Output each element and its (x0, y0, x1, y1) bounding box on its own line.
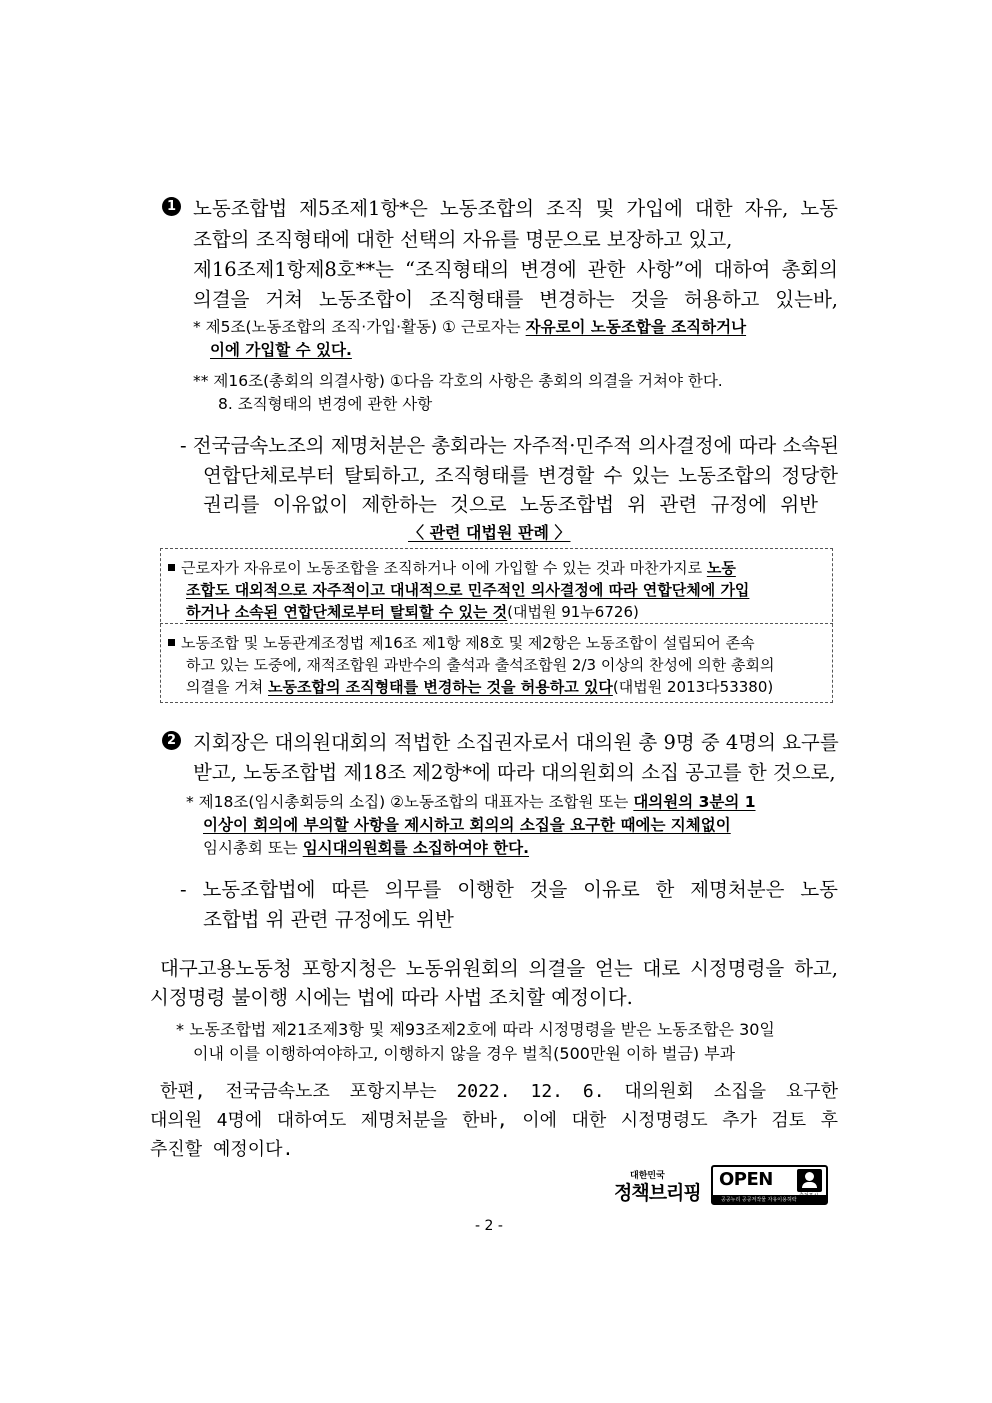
section2-dash-line: - 노동조합법에 따른 의무를 이행한 것을 이유로 한 제명처분은 노동 (180, 878, 838, 901)
footnote-article18 (186, 790, 756, 812)
footnote-text: * 제18조(임시총회등의 소집) ②노동조합의 대표자는 조합원 또는 (186, 793, 634, 811)
logo-brand-text: 정책브리핑 (614, 1182, 701, 1204)
paragraph4-line: 추진할 예정이다. (150, 1139, 294, 1160)
ruling-text: 근로자가 자유로이 노동조합을 조직하거나 이에 가입할 수 있는 것과 마찬가지로 (181, 559, 707, 577)
section1-line: 노동조합법 제5조제1항*은 노동조합의 조직 및 가입에 대한 자유, 노동 (193, 197, 838, 220)
footnote-article18-cont (203, 836, 529, 858)
section1-line: 제16조제1항제8호**는 “조직형태의 변경에 관한 사항”에 대하여 총회의 (193, 258, 838, 281)
ruling-emphasis: 노동조합의 조직형태를 변경하는 것을 허용하고 있다 (268, 678, 613, 696)
ruling-emphasis: 하거나 소속된 연합단체로부터 탈퇴할 수 있는 것 (186, 603, 508, 621)
ruling-case1-line (186, 601, 639, 622)
ruling-text: 노동조합 및 노동관계조정법 제16조 제1항 제8호 및 제2항은 노동조합이 설립되어 존속 (181, 634, 755, 652)
kogl-open-badge (711, 1165, 828, 1205)
ruling-title: 〈 관련 대법원 판례 〉 (408, 523, 571, 542)
section1-line: 조합의 조직형태에 대한 선택의 자유를 명문으로 보장하고 있고, (193, 228, 733, 251)
ruling-divider (160, 623, 833, 624)
ruling-text: 의결을 거쳐 (186, 678, 268, 696)
footnote-emphasis: 자유로이 노동조합을 조직하거나 (525, 318, 747, 336)
paragraph3-line: 시정명령 불이행 시에는 법에 따라 사법 조치할 예정이다. (150, 986, 633, 1009)
bullet-square-icon (168, 639, 175, 646)
bullet-square-icon (168, 564, 175, 571)
footnote-emphasis: 대의원의 3분의 1 (633, 793, 756, 811)
section-marker-2: 2 (162, 731, 181, 750)
open-label: OPEN (719, 1169, 773, 1190)
korea-policy-briefing-logo (614, 1168, 706, 1210)
footnote-emphasis: 임시대의원회를 소집하여야 한다. (302, 839, 530, 857)
ruling-citation: (대법원 91누6726) (507, 603, 639, 621)
paragraph3-note: 이내 이를 이행하여야하고, 이행하지 않을 경우 벌칙(500만원 이하 벌금) 부과 (193, 1044, 736, 1063)
ruling-case1-line: 조합도 대외적으로 자주적이고 대내적으로 민주적인 의사결정에 따라 연합단체에 가입 (186, 581, 750, 599)
footnote-article16: ** 제16조(총회의 의결사항) ①다음 각호의 사항은 총회의 의결을 거쳐야 한다. (193, 372, 723, 390)
paragraph4-line: 대의원 4명에 대하여도 제명처분을 한바, 이에 대한 시정명령도 추가 검토 후 (150, 1110, 838, 1131)
ruling-emphasis: 노동 (706, 559, 736, 577)
open-sub-text: 공공누리 공공저작물 자유이용허락 (721, 1197, 797, 1203)
paragraph4-line: 한편, 전국금속노조 포항지부는 2022. 12. 6. 대의원회 소집을 요구한 (160, 1081, 838, 1102)
footnote-article5-cont: 이에 가입할 수 있다. (210, 341, 352, 359)
page-number: - 2 - (475, 1218, 503, 1234)
footnote-text: * 제5조(노동조합의 조직·가입·활동) ① 근로자는 (193, 318, 526, 336)
ruling-case2-line (168, 632, 755, 653)
attribution-icon (797, 1169, 822, 1192)
paragraph3-note: * 노동조합법 제21조제3항 및 제93조제2호에 따라 시정명령을 받은 노동조합은 30일 (176, 1020, 775, 1039)
ruling-case2-line (186, 676, 773, 697)
ruling-case1-line (168, 557, 736, 578)
footnote-article16-item8: 8. 조직형태의 변경에 관한 사항 (218, 395, 433, 413)
section2-dash-line: 조합법 위 관련 규정에도 위반 (203, 908, 454, 931)
section1-dash-line: - 전국금속노조의 제명처분은 총회라는 자주적·민주적 의사결정에 따라 소속된 (180, 434, 839, 457)
section1-dash-line: 권리를 이유없이 제한하는 것으로 노동조합법 위 관련 규정에 위반 (203, 493, 818, 516)
footnote-article5 (193, 315, 746, 337)
section2-line: 받고, 노동조합법 제18조 제2항*에 따라 대의원회의 소집 공고를 한 것으로, (193, 761, 836, 784)
paragraph3-line: 대구고용노동청 포항지청은 노동위원회의 의결을 얻는 대로 시정명령을 하고, (160, 957, 838, 980)
ruling-case2-line: 하고 있는 도중에, 재적조합원 과반수의 출석과 출석조합원 2/3 이상의 찬성에 의한 총회의 (186, 656, 775, 674)
section-marker-1: 1 (162, 197, 181, 216)
footnote-article18-cont: 이상이 회의에 부의할 사항을 제시하고 회의의 소집을 요구한 때에는 지체없이 (203, 816, 731, 834)
footnote-text: 임시총회 또는 (203, 839, 303, 857)
logo-small-text: 대한민국 (630, 1171, 665, 1181)
section1-dash-line: 연합단체로부터 탈퇴하고, 조직형태를 변경할 수 있는 노동조합의 정당한 (203, 464, 838, 487)
section2-line: 지회장은 대의원대회의 적법한 소집권자로서 대의원 총 9명 중 4명의 요구를 (193, 731, 839, 754)
section1-line: 의결을 거쳐 노동조합이 조직형태를 변경하는 것을 허용하고 있는바, (193, 288, 838, 311)
ruling-citation: (대법원 2013다53380) (612, 678, 774, 696)
